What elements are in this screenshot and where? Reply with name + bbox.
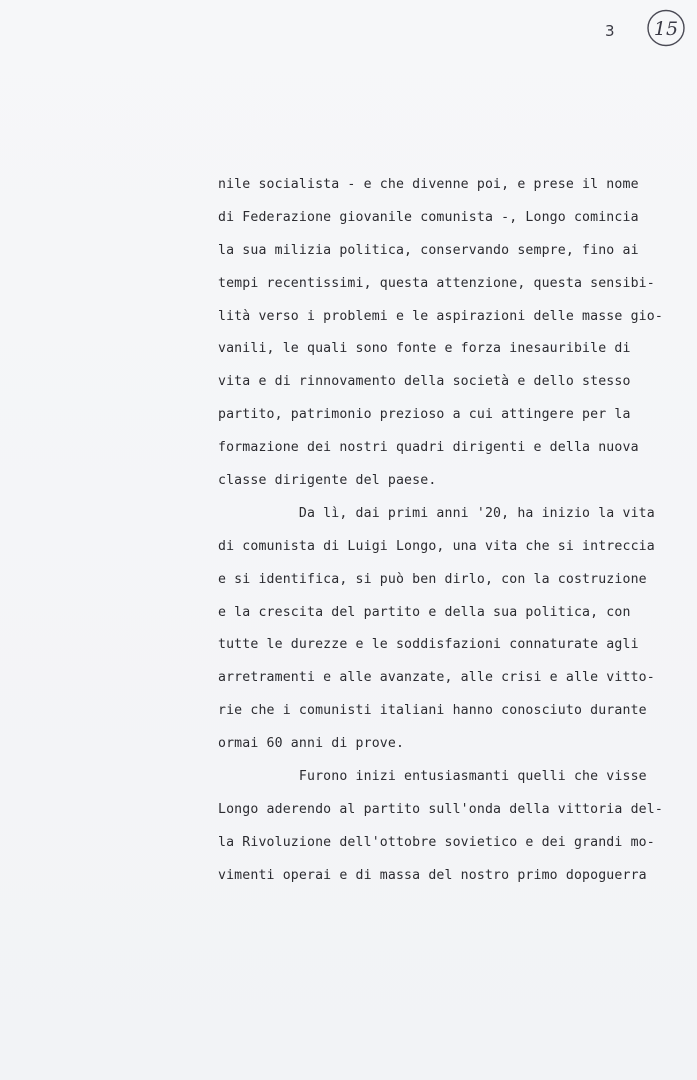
archive-stamp-number: 15 [653, 18, 679, 40]
text-line: tempi recentissimi, questa attenzione, questa sensibi- [218, 275, 655, 291]
text-line: rie che i comunisti italiani hanno conosciuto durante [218, 703, 647, 719]
text-line: vanili, le quali sono fonte e forza inesauribile di [218, 341, 631, 357]
text-line: lità verso i problemi e le aspirazioni delle masse gio- [218, 308, 663, 324]
text-line: tutte le durezze e le soddisfazioni connaturate agli [218, 637, 639, 653]
text-line: di Federazione giovanile comunista -, Longo comincia [218, 209, 639, 225]
text-line: vimenti operai e di massa del nostro primo dopoguerra [218, 867, 647, 883]
text-line: classe dirigente del paese. [218, 473, 437, 489]
body-text [218, 174, 688, 898]
text-line: formazione dei nostri quadri dirigenti e della nuova [218, 440, 639, 456]
text-line: e la crescita del partito e della sua politica, con [218, 604, 631, 620]
text-line: di comunista di Luigi Longo, una vita che si intreccia [218, 538, 655, 554]
text-line: vita e di rinnovamento della società e dello stesso [218, 374, 631, 390]
text-line: la Rivoluzione dell'ottobre sovietico e dei grandi mo- [218, 834, 655, 850]
text-line: Longo aderendo al partito sull'onda della vittoria del- [218, 801, 663, 817]
text-line: la sua milizia politica, conservando sempre, fino ai [218, 242, 639, 258]
text-line: arretramenti e alle avanzate, alle crisi e alle vitto- [218, 670, 655, 686]
text-line: Furono inizi entusiasmanti quelli che visse [218, 769, 647, 785]
archive-stamp [646, 8, 686, 48]
text-line: partito, patrimonio prezioso a cui attingere per la [218, 407, 631, 423]
page-number: 3 [605, 22, 615, 40]
text-line: ormai 60 anni di prove. [218, 736, 405, 752]
text-line: e si identifica, si può ben dirlo, con la costruzione [218, 571, 647, 587]
text-line: nile socialista - e che divenne poi, e prese il nome [218, 177, 639, 192]
text-line: Da lì, dai primi anni '20, ha inizio la vita [218, 505, 655, 521]
